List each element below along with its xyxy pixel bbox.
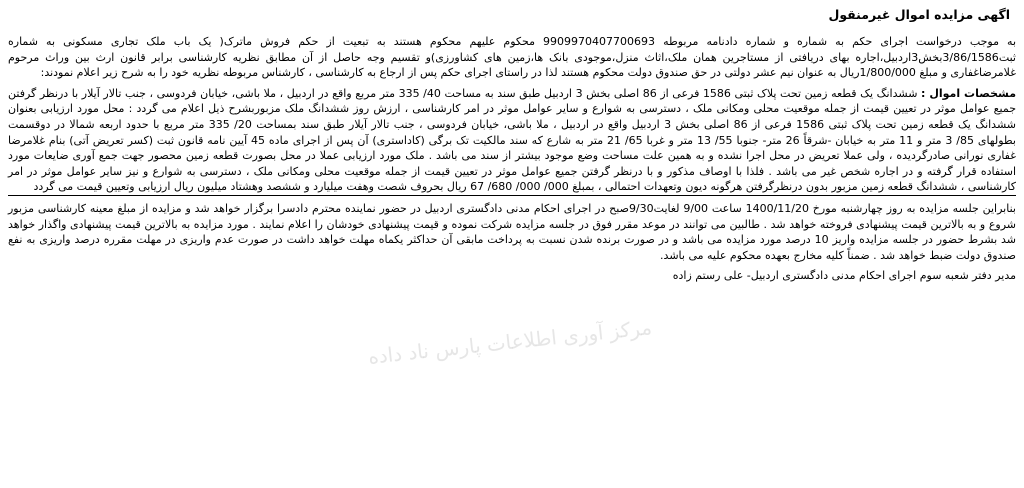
signature-line: مدیر دفتر شعبه سوم اجرای احکام مدنی دادگستری اردبیل- علی رستم زاده (672, 269, 1016, 283)
property-specs-text: ششدانگ یک قطعه زمین تحت پلاک ثبتی 1586 فرعی از 86 اصلی بخش 3 اردبیل طبق سند به مساحت 40/ 335 متر مربع واقع در اردبیل ، ملا باشی، خیابان فردوسی ، جنب تالار آیلار با درنظر گرفتن جمیع عوامل موثر در تعیین قیمت از جمله موقعیت محلی ومکانی ملک ، دسترسی به شوارع و سایر عوامل موثر در امر کارشناسی ، ارزش روز ششدانگ ملک مزبوربشرح ذیل اعلام می گردد : محل مورد ارزیابی بعنوان ششدانگ یک قطعه زمین تحت پلاک ثبتی 1586 فرعی از 86 اصلی بخش 3 اردبیل واقع در اردبیل ، ملا باشی، خیابان فردوسی ، جنب تالار آیلار طبق سند بمساحت 20/ 335 متر مربع با حدود اربعه شمالا در دوقسمت بطولهای 85/ 3 متر و 11 متر به خیابان -شرقاً 26 متر- جنوبا 55/ 13 متر و غربا 65/ 21 متر به شارع که سند مالکیت تک برگی (کاداستری) آن پس از اجرای ماده 45 آیین نامه قانون ثبت (کسر تعریض آتی) بنام غلامرضا غفاری نورانی صادرگردیده ، ولی عملا تعریض در محل اجرا نشده و به همین علت مساحت وضع موجود بیشتر از سند می باشد . ملک مورد ارزیابی عملا در محل بصورت قطعه زمین محصور جهت جمع آوری ضایعات مورد استفاده قرار گرفته و در اجاره شخص غیر می باشد . فلذا با اوصاف مذکور و با درنظر گرفتن جمیع عوامل موثر در تعیین قیمت از جمله موقعیت محلی ومکانی ملک ، دسترسی به شوارع و نیز سایر عوامل موثر در امر کارشناسی ، ششدانگ قطعه زمین مزبور بدون درنظرگرفتن هرگونه دیون وتعهدات احتمالی ، بمبلغ 000/ 000/ 680/ 67 ریال بحروف شصت وهفت میلیارد و ششصد وهشتاد میلیون ریال ارزیابی وتعیین قیمت می گردد (8, 86, 1016, 194)
notice-title: اگهی مزایده اموال غیرمنقول (828, 7, 1010, 22)
paragraph-property-specs (8, 86, 1016, 196)
paragraph-auction-session: بنابراین جلسه مزایده به روز چهارشنبه مورخ 1400/11/20 ساعت 9/00 لغایت9/30صبح در اجرای احکام مدنی دادگستری اردبیل در حضور نماینده محترم دادسرا برگزار خواهد شد و مزایده از مبلغ معینه کارشناسی مزبور شروع و به بالاترین قیمت پیشنهادی فروخته خواهد شد . طالبین می توانند در موعد مقرر فوق در جلسه مزایده شرکت نموده و قیمت پیشنهادی خودشان را اعلام نمایند . مورد مزایده به بالاترین قیمت پیشنهادی واگذار خواهد شد بشرط حضور در جلسه مزایده واریز 10 درصد مورد مزایده می باشد و در صورت برنده شدن نسبت به پرداخت مابقی آن حداکثر یکماه مهلت خواهد داشت در صورت عدم واریزی در مهلت مقرره درصد واریزی به نفع صندوق دولت ضبط خواهد شد . ضمناً کلیه مخارج بعهده محکوم علیه می باشد. (8, 201, 1016, 262)
property-specs-label: مشخصات اموال : (921, 86, 1017, 100)
paragraph-judgment-request: به موجب درخواست اجرای حکم به شماره و شماره دادنامه مربوطه 9909970407700693 محکوم علیهم محکوم هستند به تبعیت از حکم فروش ماترک( یک باب ملک تجاری مسکونی به شماره ثبت3/86/1586بخش3اردبیل،اجاره بهای دریافتی از مستاجرین همان ملک،اثاث منزل،موجودی بانک ها،زمین های کشاورزی)و تقسیم وجه حاصل از آن مطابق نظریه کارشناسی برابر قانون ارث بین وراث مرحوم غلامرضاغفاری و مبلغ 1/800/000ریال به عنوان نیم عشر دولتی در حق صندوق دولت محکوم هستند لذا در راستای اجرای حکم پس از ارجاع به کارشناسی ، کارشناس مربوطه نظریه خود را به شرح زیر اعلام نمودند: (8, 35, 1017, 80)
watermark-text: مرکز آوری اطلاعات پارس ناد داده (367, 315, 653, 369)
